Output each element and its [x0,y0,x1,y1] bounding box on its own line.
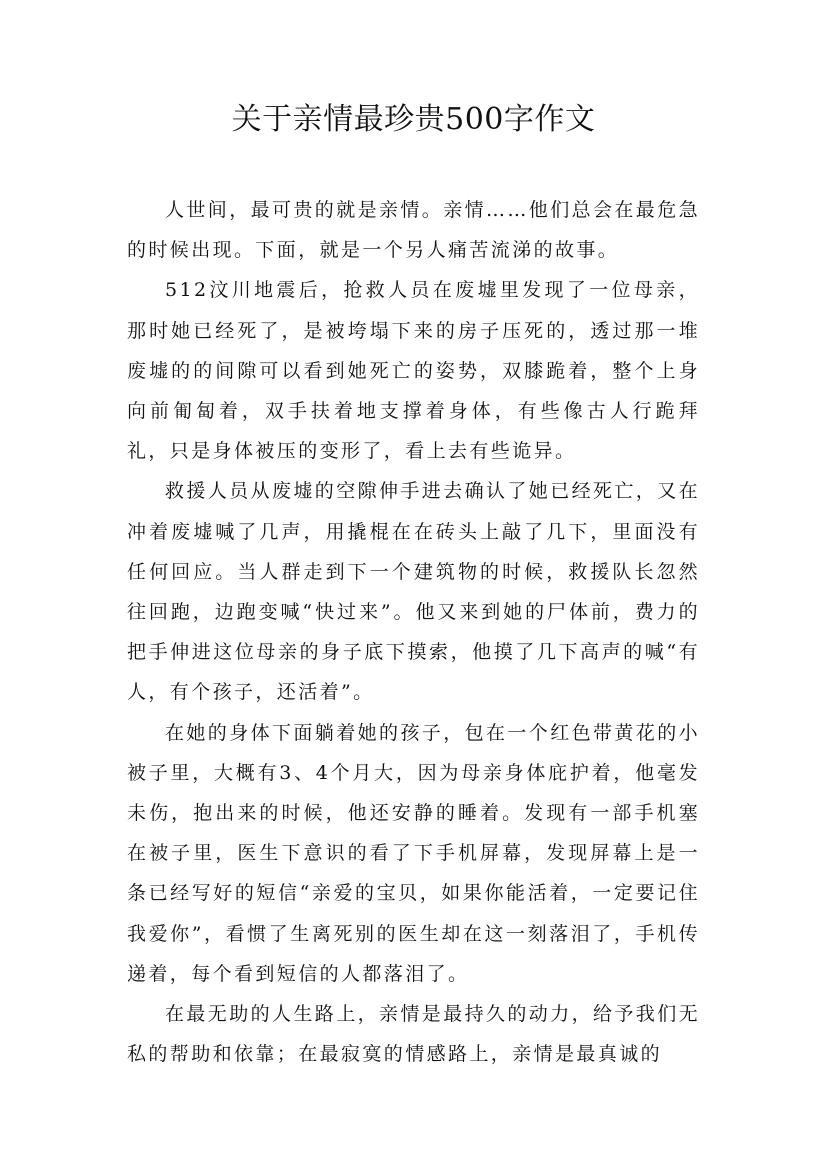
paragraph-4: 在她的身体下面躺着她的孩子，包在一个红色带黄花的小被子里，大概有3、4个月大，因为母亲身体庇护着，他毫发未伤，抱出来的时候，他还安静的睡着。发现有一部手机塞在被子里，医生下意识的看了下手机屏幕，发现屏幕上是一条已经写好的短信“亲爱的宝贝，如果你能活着，一定要记住我爱你”，看惯了生离死别的医生却在这一刻落泪了，手机传递着，每个看到短信的人都落泪了。 [127,721,701,985]
paragraph-2: 512汶川地震后，抢救人员在废墟里发现了一位母亲，那时她已经死了，是被垮塌下来的房子压死的，透过那一堆废墟的的间隙可以看到她死亡的姿势，双膝跪着，整个上身向前匍匐着，双手扶着地支撑着身体，有些像古人行跪拜礼，只是身体被压的变形了，看上去有些诡异。 [127,279,700,463]
paragraph-5: 在最无助的人生路上，亲情是最持久的动力，给予我们无私的帮助和依靠；在最寂寞的情感路上，亲情是最真诚的 [127,1003,701,1066]
paragraph-3: 救援人员从废墟的空隙伸手进去确认了她已经死亡，又在冲着废墟喊了几声，用撬棍在在砖头上敲了几下，里面没有任何回应。当人群走到下一个建筑物的时候，救援队长忽然往回跑，边跑变喊“快过来”。他又来到她的尸体前，费力的把手伸进这位母亲的身子底下摸索，他摸了几下高声的喊“有人，有个孩子，还活着”。 [127,480,701,704]
document-title: 关于亲情最珍贵500字作文 [231,102,596,137]
document-body [127,190,700,1074]
paragraph-1: 人世间，最可贵的就是亲情。亲情……他们总会在最危急的时候出现。下面，就是一个另人痛苦流涕的故事。 [127,199,701,262]
